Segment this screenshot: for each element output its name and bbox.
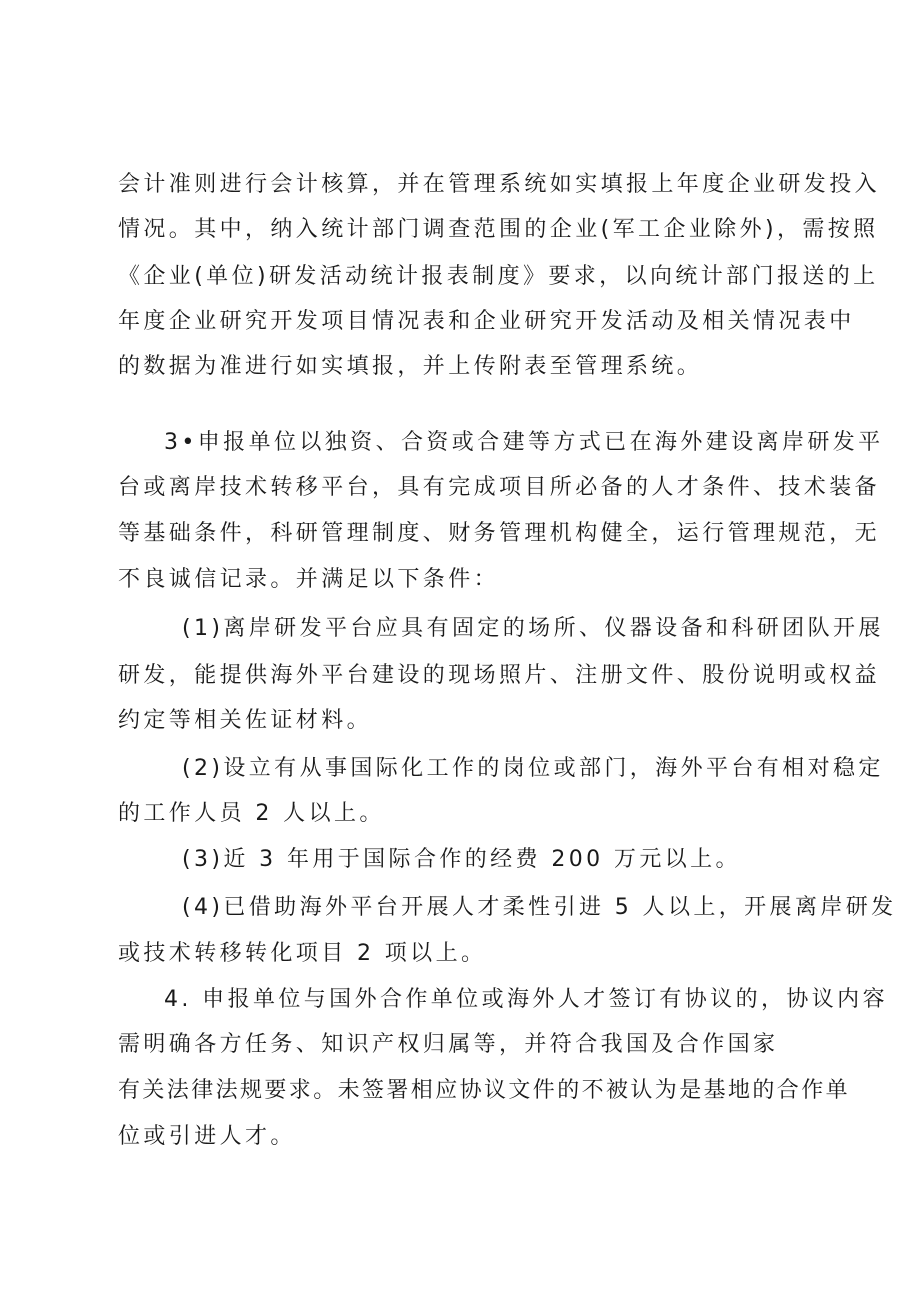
- item-4-line: 有关法律法规要求。未签署相应协议文件的不被认为是基地的合作单: [118, 1078, 851, 1103]
- subitem-4-line: (4)已借助海外平台开展人才柔性引进 5 人以上，开展离岸研发: [182, 895, 897, 920]
- item-4-line: 4. 申报单位与国外合作单位或海外人才签订有协议的，协议内容: [164, 987, 888, 1012]
- paragraph-line: 会计准则进行会计核算，并在管理系统如实填报上年度企业研发投入: [118, 172, 881, 197]
- item-3-line: 3•申报单位以独资、合资或合建等方式已在海外建设离岸研发平: [164, 430, 884, 455]
- subitem-2-line: 的工作人员 2 人以上。: [118, 801, 385, 826]
- paragraph-line: 情况。其中，纳入统计部门调查范围的企业(军工企业除外)，需按照: [118, 217, 879, 242]
- item-3-line: 台或离岸技术转移平台，具有完成项目所必备的人才条件、技术装备: [118, 475, 881, 500]
- paragraph-line: 《企业(单位)研发活动统计报表制度》要求，以向统计部门报送的上: [118, 264, 879, 289]
- paragraph-line: 年度企业研究开发项目情况表和企业研究开发活动及相关情况表中: [118, 309, 855, 334]
- item-3-line: 不良诚信记录。并满足以下条件：: [118, 567, 500, 592]
- item-4-line: 需明确各方任务、知识产权归属等，并符合我国及合作国家: [118, 1032, 779, 1057]
- subitem-1-line: 研发，能提供海外平台建设的现场照片、注册文件、股份说明或权益: [118, 663, 881, 688]
- subitem-3-line: (3)近 3 年用于国际合作的经费 200 万元以上。: [182, 847, 741, 872]
- item-4-line: 位或引进人才。: [118, 1124, 296, 1149]
- paragraph-line: 的数据为准进行如实填报，并上传附表至管理系统。: [118, 354, 703, 379]
- subitem-2-line: (2)设立有从事国际化工作的岗位或部门，海外平台有相对稳定: [182, 756, 884, 781]
- item-3-line: 等基础条件，科研管理制度、财务管理机构健全，运行管理规范，无: [118, 521, 881, 546]
- subitem-1-line: 约定等相关佐证材料。: [118, 708, 373, 733]
- subitem-4-line: 或技术转移转化项目 2 项以上。: [118, 941, 487, 966]
- subitem-1-line: (1)离岸研发平台应具有固定的场所、仪器设备和科研团队开展: [182, 616, 884, 641]
